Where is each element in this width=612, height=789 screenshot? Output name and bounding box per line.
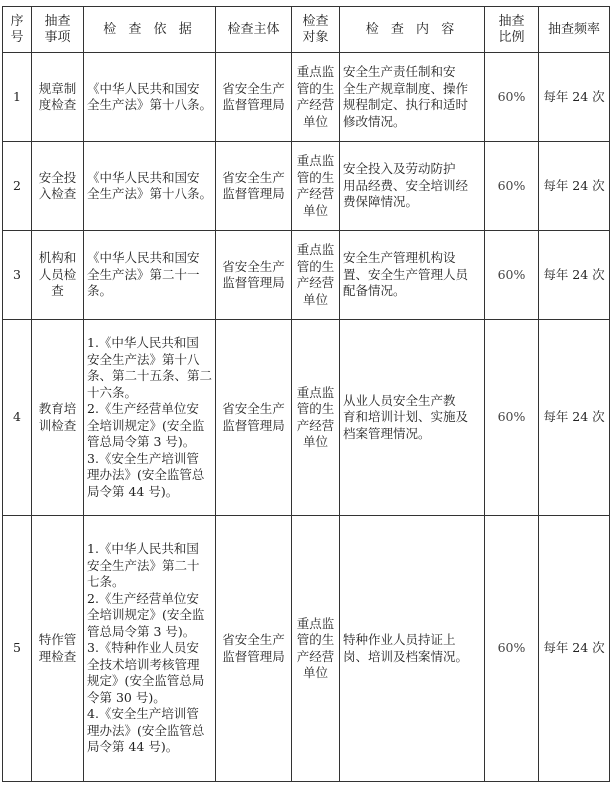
table-row [3,320,610,516]
table-row [3,142,610,231]
col-header-item: 抽查 事项 [32,7,84,53]
inspection-item: 规章制 度检查 [32,53,84,142]
inspection-subject: 省安全生产 监督管理局 [216,320,292,516]
inspection-object: 重点监 管的生 产经营 单位 [292,53,340,142]
sampling-frequency: 每年 24 次 [539,320,610,516]
row-number: 4 [3,320,32,516]
col-header-no: 序 号 [3,7,32,53]
inspection-basis: 《中华人民共和国安 全生产法》第十八条。 [84,142,216,231]
inspection-content: 安全投入及劳动防护 用品经费、安全培训经 费保障情况。 [340,142,485,231]
row-number: 5 [3,516,32,782]
inspection-table [2,6,610,782]
col-header-object: 检查 对象 [292,7,340,53]
inspection-subject: 省安全生产 监督管理局 [216,516,292,782]
inspection-content: 安全生产责任制和安 全生产规章制度、操作 规程制定、执行和适时 修改情况。 [340,53,485,142]
row-number: 1 [3,53,32,142]
inspection-basis: 《中华人民共和国安 全生产法》第十八条。 [84,53,216,142]
col-header-freq: 抽查频率 [539,7,610,53]
inspection-item: 教育培 训检查 [32,320,84,516]
inspection-basis: 1.《中华人民共和国 安全生产法》第十八 条、第二十五条、第二 十六条。 2.《生产经营单位安 全培训规定》(安全监 管总局令第 3 号)。 3.《安全生产培训管 理办法》(安全监管总 局令第 44 号)。 [84,320,216,516]
inspection-subject: 省安全生产 监督管理局 [216,231,292,320]
sampling-ratio: 60% [485,516,539,782]
sampling-frequency: 每年 24 次 [539,516,610,782]
sampling-ratio: 60% [485,231,539,320]
inspection-object: 重点监 管的生 产经营 单位 [292,142,340,231]
inspection-object: 重点监 管的生 产经营 单位 [292,320,340,516]
inspection-object: 重点监 管的生 产经营 单位 [292,231,340,320]
col-header-basis: 检 查 依 据 [84,7,216,53]
inspection-content: 安全生产管理机构设 置、安全生产管理人员 配备情况。 [340,231,485,320]
sampling-frequency: 每年 24 次 [539,53,610,142]
inspection-item: 特作管 理检查 [32,516,84,782]
inspection-basis: 《中华人民共和国安 全生产法》第二十一 条。 [84,231,216,320]
inspection-content: 从业人员安全生产教 育和培训计划、实施及 档案管理情况。 [340,320,485,516]
inspection-subject: 省安全生产 监督管理局 [216,142,292,231]
col-header-subject: 检查主体 [216,7,292,53]
row-number: 2 [3,142,32,231]
col-header-content: 检 查 内 容 [340,7,485,53]
sampling-frequency: 每年 24 次 [539,142,610,231]
table-row [3,53,610,142]
sampling-frequency: 每年 24 次 [539,231,610,320]
table-row [3,231,610,320]
sampling-ratio: 60% [485,142,539,231]
sampling-ratio: 60% [485,320,539,516]
sampling-ratio: 60% [485,53,539,142]
inspection-basis: 1.《中华人民共和国 安全生产法》第二十 七条。 2.《生产经营单位安 全培训规定》(安全监 管总局令第 3 号)。 3.《特种作业人员安 全技术培训考核管理 规定》(安全监管总局 令第 30 号)。 4.《安全生产培训管 理办法》(安全监管总 局令第 44 号)。 [84,516,216,782]
inspection-content: 特种作业人员持证上 岗、培训及档案情况。 [340,516,485,782]
inspection-object: 重点监 管的生 产经营 单位 [292,516,340,782]
inspection-item: 安全投 入检查 [32,142,84,231]
inspection-subject: 省安全生产 监督管理局 [216,53,292,142]
col-header-ratio: 抽查 比例 [485,7,539,53]
inspection-item: 机构和 人员检 查 [32,231,84,320]
table-row [3,516,610,782]
row-number: 3 [3,231,32,320]
header-row [3,7,610,53]
